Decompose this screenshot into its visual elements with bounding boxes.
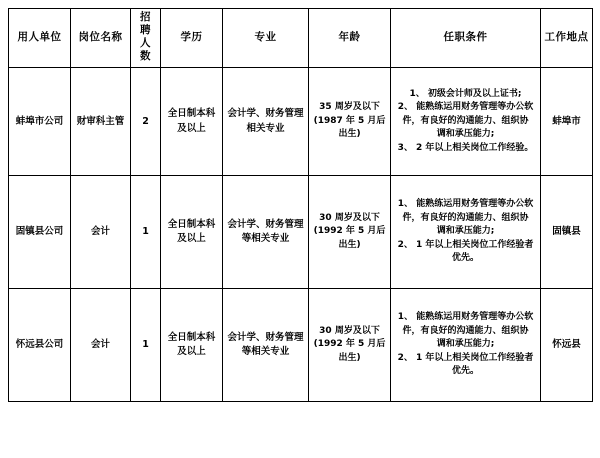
document-page: [0, 8, 600, 458]
condition-line: 2、 1 年以上相关岗位工作经验者: [397, 239, 534, 250]
cell-major-line1: 会计学、财务管理: [227, 331, 304, 343]
cell-major: [223, 68, 309, 176]
cell-age: [309, 289, 391, 402]
column-header-unit: 用人单位: [9, 9, 71, 68]
cell-age-line2: (1992 年 5 月后出生): [313, 339, 386, 363]
condition-line: 优先。: [451, 253, 479, 264]
condition-line: 2、 1 年以上相关岗位工作经验者: [397, 352, 534, 363]
cell-education-line2: 及以上: [177, 122, 206, 134]
cell-conditions: [391, 68, 541, 176]
table-row: [9, 176, 593, 289]
condition-line: 1、 能熟练运用财务管理等办公软: [397, 199, 534, 210]
cell-major-line2: 相关专业: [246, 122, 285, 134]
cell-location: 固镇县: [541, 176, 593, 289]
table-row: [9, 289, 593, 402]
table-row: [9, 68, 593, 176]
condition-line: 调和承压能力;: [436, 339, 495, 350]
cell-age: [309, 176, 391, 289]
column-header-conditions: 任职条件: [391, 9, 541, 68]
cell-major-line2: 等相关专业: [241, 233, 290, 245]
cell-major-line2: 等相关专业: [241, 346, 290, 358]
cell-education: [161, 289, 223, 402]
cell-age-line1: 35 周岁及以下: [319, 102, 380, 113]
column-header-location: 工作地点: [541, 9, 593, 68]
cell-education: [161, 176, 223, 289]
cell-age-line1: 30 周岁及以下: [319, 212, 380, 223]
cell-count: 2: [131, 68, 161, 176]
cell-unit: 蚌埠市公司: [9, 68, 71, 176]
cell-conditions: [391, 289, 541, 402]
condition-line: 1、 初级会计师及以上证书;: [409, 88, 522, 99]
cell-unit: 固镇县公司: [9, 176, 71, 289]
condition-line: 优先。: [451, 366, 479, 377]
column-header-count: [131, 9, 161, 68]
cell-count: 1: [131, 289, 161, 402]
cell-age-line2: (1992 年 5 月后出生): [313, 226, 386, 250]
cell-major-line1: 会计学、财务管理: [227, 108, 304, 120]
condition-line: 件，有良好的沟通能力、组织协: [402, 325, 529, 336]
cell-education: [161, 68, 223, 176]
column-header-major: 专业: [223, 9, 309, 68]
condition-line: 2、 能熟练运用财务管理等办公软: [397, 102, 534, 113]
condition-line: 调和承压能力;: [436, 226, 495, 237]
condition-line: 1、 能熟练运用财务管理等办公软: [397, 312, 534, 323]
table-header: [9, 9, 593, 68]
column-header-post: 岗位名称: [71, 9, 131, 68]
cell-location: 蚌埠市: [541, 68, 593, 176]
cell-education-line1: 全日制本科: [167, 331, 216, 343]
cell-count: 1: [131, 176, 161, 289]
cell-education-line2: 及以上: [177, 346, 206, 358]
recruitment-table: [8, 8, 593, 402]
condition-line: 调和承压能力;: [436, 129, 495, 140]
cell-location: 怀远县: [541, 289, 593, 402]
cell-age-line2: (1987 年 5 月后出生): [313, 115, 386, 140]
column-header-count-text: 招聘人数: [140, 11, 151, 63]
condition-line: 件，有良好的沟通能力、组织协: [402, 115, 529, 126]
header-row: [9, 9, 593, 68]
cell-major: [223, 289, 309, 402]
column-header-age: 年龄: [309, 9, 391, 68]
cell-post: 会计: [71, 176, 131, 289]
cell-major-line1: 会计学、财务管理: [227, 218, 304, 230]
condition-line: 件，有良好的沟通能力、组织协: [402, 212, 529, 223]
cell-education-line1: 全日制本科: [167, 108, 216, 120]
cell-post: 财审科主管: [71, 68, 131, 176]
cell-education-line2: 及以上: [177, 233, 206, 245]
table-body: [9, 68, 593, 402]
cell-age: [309, 68, 391, 176]
cell-unit: 怀远县公司: [9, 289, 71, 402]
cell-education-line1: 全日制本科: [167, 218, 216, 230]
column-header-education: 学历: [161, 9, 223, 68]
cell-major: [223, 176, 309, 289]
cell-age-line1: 30 周岁及以下: [319, 325, 380, 336]
cell-post: 会计: [71, 289, 131, 402]
condition-line: 3、 2 年以上相关岗位工作经验。: [397, 142, 534, 153]
cell-conditions: [391, 176, 541, 289]
